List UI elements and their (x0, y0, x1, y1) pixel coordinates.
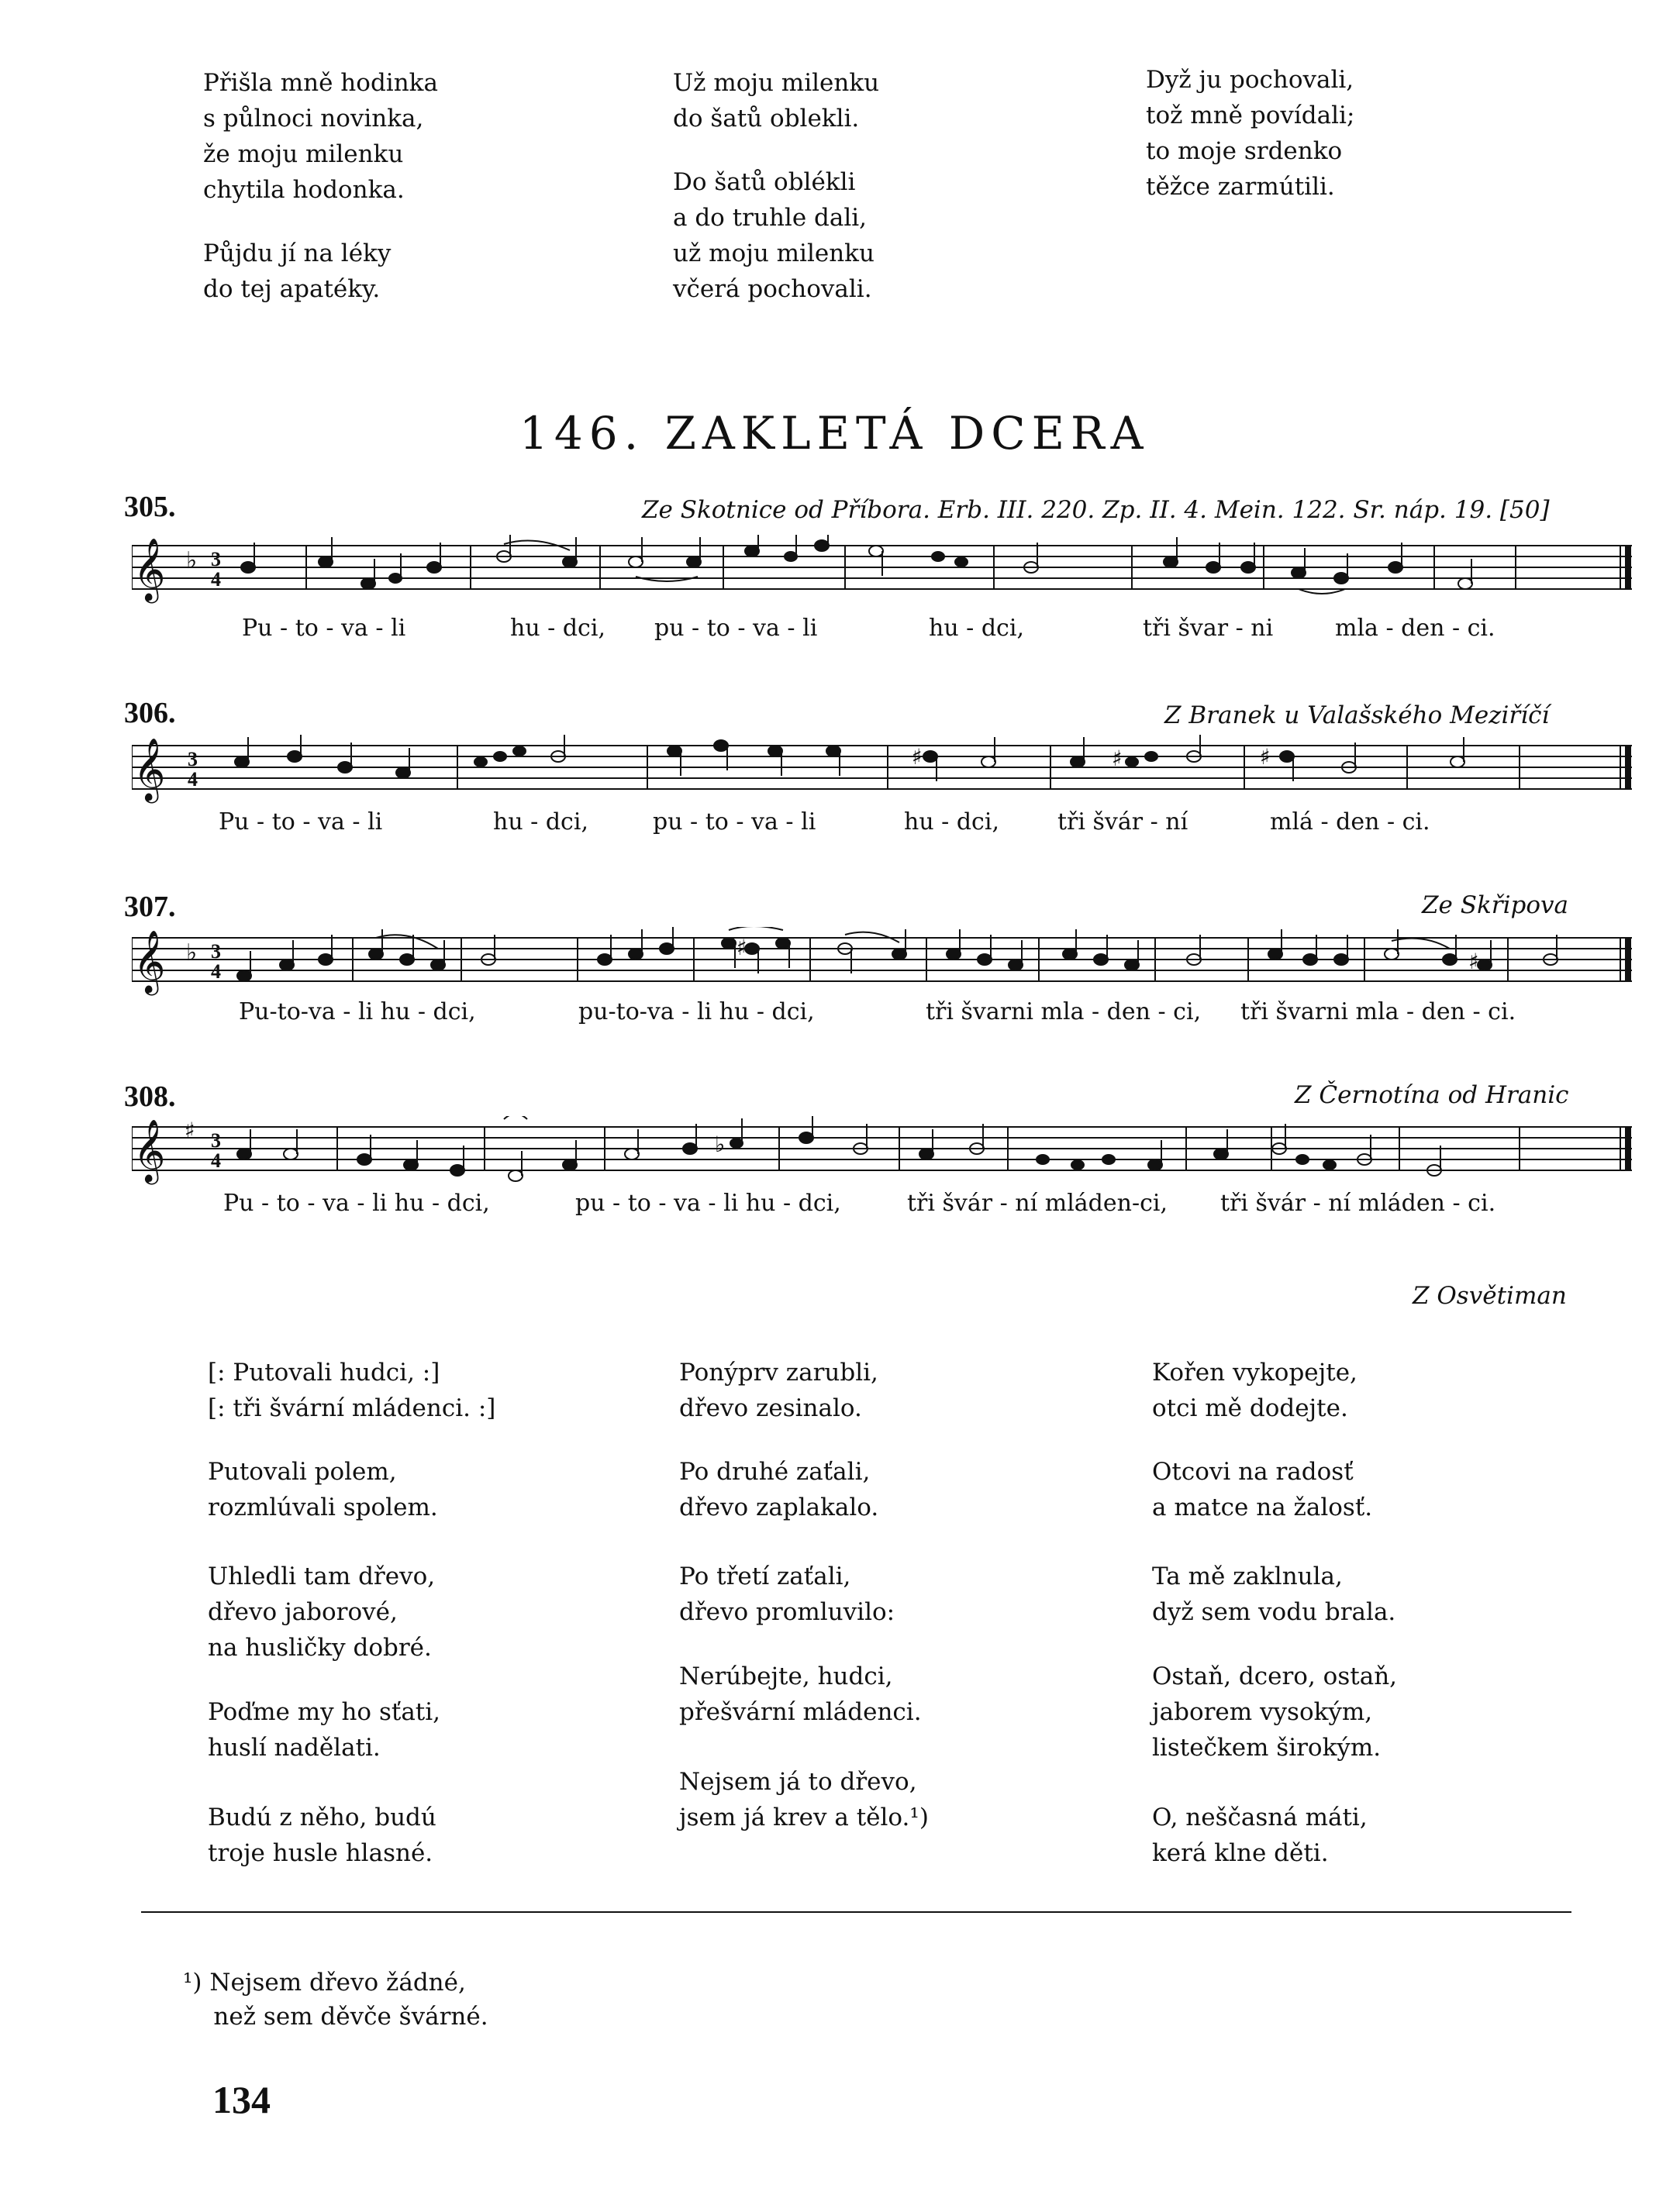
svg-text:3: 3 (188, 748, 198, 770)
melody-number: 306. (124, 697, 176, 729)
text-source: Z Osvětiman (1413, 1282, 1567, 1310)
svg-text:3: 3 (211, 548, 221, 570)
svg-text:4: 4 (211, 568, 221, 591)
top-stanza-1-2: Půjdu jí na léky do tej apatéky. (203, 239, 392, 303)
lyric-segment: mla - den - ci. (1335, 615, 1495, 642)
melody-number: 308. (124, 1080, 176, 1113)
stanza-2-4: Nerúbejte, hudci, přešvární mládenci. (679, 1662, 922, 1726)
lyric-segment: Pu - to - va - li (242, 615, 406, 642)
music-staff-308 (132, 1116, 1636, 1190)
lyric-segment: Pu - to - va - li (219, 808, 383, 836)
top-stanza-3-1: Dyž ju pochovali, tož mně povídali; to moje srdenko těžce zarmútili. (1146, 66, 1355, 201)
melody-number: 307. (124, 891, 176, 923)
top-stanza-2-1: Už moju milenku do šatů oblekli. (673, 69, 880, 133)
lyric-segment: hu - dci, (493, 808, 588, 836)
svg-text:♯: ♯ (185, 1118, 195, 1143)
stanza-2-2: Po druhé zaťali, dřevo zaplakalo. (679, 1458, 879, 1521)
top-stanza-1-1: Přišla mně hodinka s půlnoci novinka, že moju milenku chytila hodonka. (203, 69, 438, 204)
music-staff-307 (132, 927, 1636, 1001)
svg-text:♭: ♭ (186, 939, 198, 966)
stanza-1-3: Uhledli tam dřevo, dřevo jaborové, na husličky dobré. (208, 1563, 436, 1662)
footnote: ¹) Nejsem dřevo žádné, než sem děvče švárné. (183, 1969, 488, 2031)
stanza-3-2: Otcovi na radosť a matce na žalosť. (1152, 1458, 1373, 1521)
svg-text:♯: ♯ (737, 935, 747, 960)
melody-source: Z Černotína od Hranic (1295, 1081, 1569, 1109)
stanza-3-3: Ta mě zaklnula, dyž sem vodu brala. (1152, 1563, 1396, 1626)
svg-text:4: 4 (188, 768, 198, 791)
top-stanza-2-2: Do šatů oblékli a do truhle dali, už moju milenku včerá pochovali. (673, 168, 874, 303)
stanza-1-1: [: Putovali hudci, :] [: tři švární mládenci. :] (208, 1359, 496, 1422)
page-number: 134 (212, 2078, 271, 2121)
stanza-3-1: Kořen vykopejte, otci mě dodejte. (1152, 1359, 1357, 1422)
lyric-segment: tři švarni mla - den - ci. (1240, 998, 1516, 1025)
svg-text:♭: ♭ (186, 547, 198, 574)
footnote-divider (141, 1911, 1571, 1913)
svg-text:♯: ♯ (1468, 949, 1479, 974)
stanza-2-3: Po třetí zaťali, dřevo promluvilo: (679, 1563, 895, 1626)
music-staff-306 (132, 735, 1636, 809)
stanza-2-5: Nejsem já to dřevo, jsem já krev a tělo.¹) (679, 1768, 929, 1831)
lyric-segment: hu - dci, (929, 615, 1024, 642)
lyric-segment: tři švár - ní (1057, 808, 1188, 836)
svg-text:♯: ♯ (1112, 746, 1123, 771)
music-staff-305 (132, 535, 1636, 609)
lyric-segment: tři švarni mla - den - ci, (926, 998, 1202, 1025)
melody-number: 305. (124, 491, 176, 523)
lyric-segment: tři švár - ní mláden - ci. (1220, 1190, 1496, 1217)
melody-source: Ze Skřipova (1422, 891, 1568, 919)
song-title: 146. ZAKLETÁ DCERA (519, 407, 1150, 460)
svg-text:𝄞: 𝄞 (133, 929, 166, 993)
stanza-1-2: Putovali polem, rozmlúvali spolem. (208, 1458, 438, 1521)
svg-text:4: 4 (211, 1149, 221, 1172)
svg-text:3: 3 (211, 1129, 221, 1152)
lyric-segment: hu - dci, (510, 615, 605, 642)
stanza-1-4: Poďme my ho sťati, huslí nadělati. (208, 1698, 441, 1762)
svg-text:𝄞: 𝄞 (133, 1118, 166, 1182)
svg-text:3: 3 (211, 940, 221, 963)
lyric-segment: pu - to - va - li (654, 615, 818, 642)
lyric-segment: pu-to-va - li hu - dci, (578, 998, 815, 1025)
lyric-segment: Pu - to - va - li hu - dci, (223, 1190, 490, 1217)
svg-text:♭: ♭ (715, 1132, 726, 1157)
lyric-segment: tři švár - ní mláden-ci, (907, 1190, 1168, 1217)
svg-text:𝄞: 𝄞 (133, 537, 166, 601)
stanza-1-5: Budú z něho, budú troje husle hlasné. (208, 1804, 436, 1867)
svg-text:𝄞: 𝄞 (133, 737, 166, 801)
svg-text:4: 4 (211, 960, 221, 983)
lyric-segment: tři švar - ni (1143, 615, 1274, 642)
lyric-segment: hu - dci, (904, 808, 999, 836)
melody-source: Ze Skotnice od Příbora. Erb. III. 220. Zp. II. 4. Mein. 122. Sr. náp. 19. [50] (642, 496, 1550, 524)
lyric-segment: pu - to - va - li hu - dci, (575, 1190, 841, 1217)
svg-text:♯: ♯ (912, 744, 923, 770)
stanza-3-4: Ostaň, dcero, ostaň, jaborem vysokým, listečkem širokým. (1152, 1662, 1398, 1762)
stanza-2-1: Ponýprv zarubli, dřevo zesinalo. (679, 1359, 878, 1422)
stanza-3-5: O, neščasná máti, kerá klne děti. (1152, 1804, 1368, 1867)
lyric-segment: pu - to - va - li (653, 808, 816, 836)
melody-source: Z Branek u Valašského Meziříčí (1164, 701, 1550, 729)
lyric-segment: mlá - den - ci. (1270, 808, 1430, 836)
lyric-segment: Pu-to-va - li hu - dci, (239, 998, 476, 1025)
svg-text:♯: ♯ (1260, 744, 1271, 770)
